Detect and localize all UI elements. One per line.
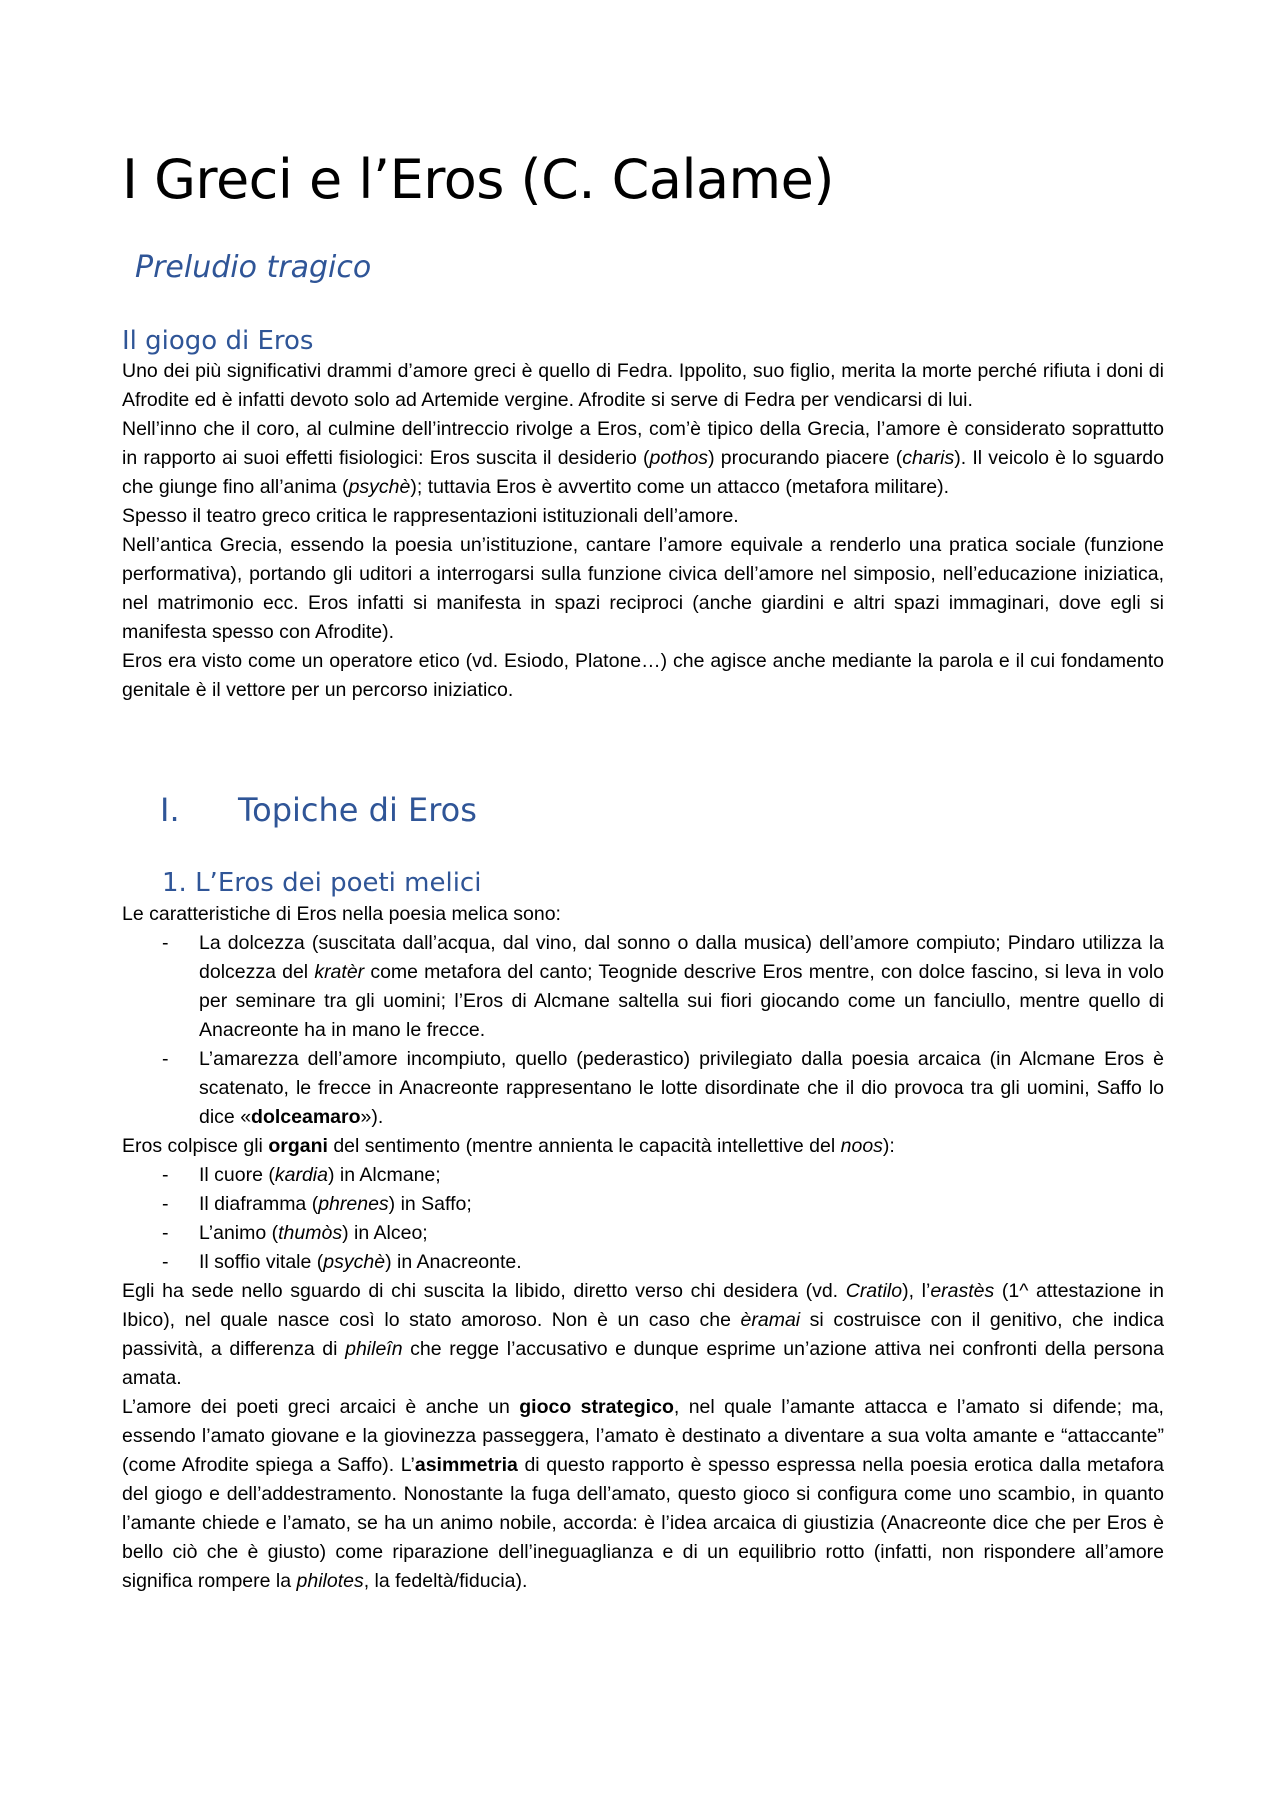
part-number: I. (160, 791, 180, 829)
bullet-list-characteristics (122, 929, 1164, 1132)
list-item (122, 1190, 1164, 1219)
list-item-text: La dolcezza (suscitata dall’acqua, dal vino, dal sonno o dalla musica) dell’amore compiuto; Pindaro utilizza la dolcezza del kratèr come metafora del canto; Teognide descrive Eros mentre, con dolce fascino, si leva in volo per seminare tra gli uomini; l’Eros di Alcmane saltella sui fiori giocando come un fanciullo, mentre quello di Anacreonte ha in mano le frecce. (199, 932, 1164, 1041)
paragraph: Le caratteristiche di Eros nella poesia melica sono: (122, 903, 561, 925)
list-item-text: L’animo (thumòs) in Alceo; (199, 1222, 428, 1244)
dash-bullet: - (162, 1164, 169, 1186)
section-heading-poeti-melici: 1. L’Eros dei poeti melici (162, 868, 482, 898)
document-title: I Greci e l’Eros (C. Calame) (122, 148, 834, 211)
dash-bullet: - (162, 1251, 169, 1273)
list-item (122, 1248, 1164, 1277)
paragraph: Eros colpisce gli organi del sentimento (mentre annienta le capacità intellettive del noos): (122, 1135, 895, 1157)
paragraph: Eros era visto come un operatore etico (vd. Esiodo, Platone…) che agisce anche mediante la parola e il cui fondamento genitale è il vettore per un percorso iniziatico. (122, 650, 1164, 701)
paragraph: Egli ha sede nello sguardo di chi suscita la libido, diretto verso chi desidera (vd. Cratilo), l’erastès (1^ attestazione in Ibico), nel quale nasce così lo stato amoroso. Non è un caso che èramai si costruisce con il genitivo, che indica passività, a differenza di phileîn che regge l’accusativo e dunque esprime un’azione attiva nei confronti della persona amata. (122, 1280, 1164, 1389)
list-item (122, 1161, 1164, 1190)
list-item (122, 929, 1164, 1045)
section-heading-giogo: Il giogo di Eros (122, 326, 314, 356)
list-item-text: L’amarezza dell’amore incompiuto, quello (pederastico) privilegiato dalla poesia arcaica (in Alcmane Eros è scatenato, le frecce in Anacreonte rappresentano le lotte disordinate che il dio provoca tra gli uomini, Saffo lo dice «dolceamaro»). (199, 1048, 1164, 1128)
part-heading-topiche (160, 790, 477, 830)
part-title: Topiche di Eros (238, 791, 477, 829)
paragraph: Spesso il teatro greco critica le rappresentazioni istituzionali dell’amore. (122, 505, 739, 527)
section-body-giogo (122, 357, 1164, 705)
dash-bullet: - (162, 932, 169, 954)
dash-bullet: - (162, 1222, 169, 1244)
document-subtitle: Preludio tragico (135, 250, 372, 285)
dash-bullet: - (162, 1193, 169, 1215)
section-body-poeti-melici (122, 900, 1164, 1596)
paragraph: Uno dei più significativi drammi d’amore greci è quello di Fedra. Ippolito, suo figlio, merita la morte perché rifiuta i doni di Afrodite ed è infatti devoto solo ad Artemide vergine. Afrodite si serve di Fedra per vendicarsi di lui. (122, 360, 1164, 411)
list-item-text: Il cuore (kardia) in Alcmane; (199, 1164, 441, 1186)
paragraph: Nell’inno che il coro, al culmine dell’intreccio rivolge a Eros, com’è tipico della Grecia, l’amore è considerato soprattutto in rapporto ai suoi effetti fisiologici: Eros suscita il desiderio (pothos) procurando piacere (charis). Il veicolo è lo sguardo che giunge fino all’anima (psychè); tuttavia Eros è avvertito come un attacco (metafora militare). (122, 418, 1164, 498)
list-item (122, 1045, 1164, 1132)
list-item-text: Il diaframma (phrenes) in Saffo; (199, 1193, 472, 1215)
paragraph: Nell’antica Grecia, essendo la poesia un’istituzione, cantare l’amore equivale a renderlo una pratica sociale (funzione performativa), portando gli uditori a interrogarsi sulla funzione civica dell’amore nel simposio, nell’educazione iniziatica, nel matrimonio ecc. Eros infatti si manifesta in spazi reciproci (anche giardini e altri spazi immaginari, dove egli si manifesta spesso con Afrodite). (122, 534, 1164, 643)
bullet-list-organs (122, 1161, 1164, 1277)
list-item-text: Il soffio vitale (psychè) in Anacreonte. (199, 1251, 522, 1273)
dash-bullet: - (162, 1048, 169, 1070)
paragraph: L’amore dei poeti greci arcaici è anche un gioco strategico, nel quale l’amante attacca e l’amato si difende; ma, essendo l’amato giovane e la giovinezza passeggera, l’amato è destinato a diventare a sua volta amante e “attaccante” (come Afrodite spiega a Saffo). L’asimmetria di questo rapporto è spesso espressa nella poesia erotica dalla metafora del giogo e dell’addestramento. Nonostante la fuga dell’amato, questo gioco si configura come uno scambio, in quanto l’amante chiede e l’amato, se ha un animo nobile, accorda: è l’idea arcaica di giustizia (Anacreonte dice che per Eros è bello ciò che è giusto) come riparazione dell’ineguaglianza e di un equilibrio rotto (infatti, non rispondere all’amore significa rompere la philotes, la fedeltà/fiducia). (122, 1396, 1164, 1592)
list-item (122, 1219, 1164, 1248)
